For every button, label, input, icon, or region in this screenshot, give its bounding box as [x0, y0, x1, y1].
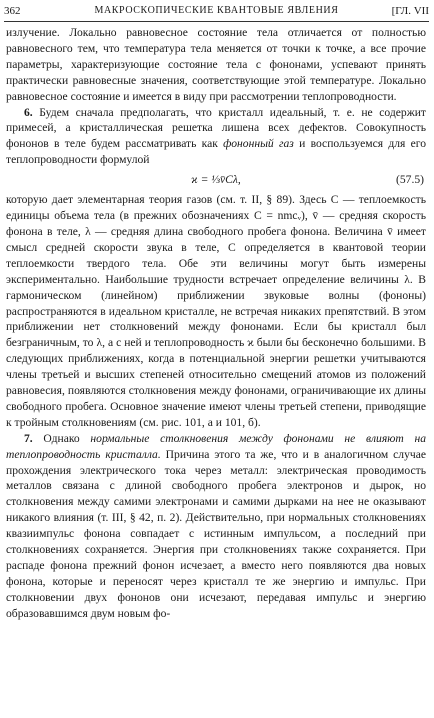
- section-6-text-b: и воспользуемся для его теплопроводности формулой: [6, 137, 426, 167]
- section-6-text-a: Будем сначала предполагать, что кристалл идеальный, т. е. не содержит примесей, а кристаллическая решетка лишена всех дефектов. Совокупность фононов в теле будем рассматривать как: [6, 105, 426, 151]
- formula-expression: ϰ = ⅓v̄Cλ,: [191, 173, 241, 187]
- section-7-emphasis: нормальные столкновения между фононами не влияют на теплопроводность кристалла.: [6, 431, 427, 461]
- page-number: 362: [4, 5, 21, 17]
- running-title: МАКРОСКОПИЧЕСКИЕ КВАНТОВЫЕ ЯВЛЕНИЯ: [94, 5, 339, 16]
- section-7-text-b: Причина этого та же, что и в аналогичном случае прохождения электрического тока через металл: электрическая проводимость металлов связана с длиной свободного пробега электронов и дырок, но столкновения между самими электронами и самими дырками на нее не оказывают никакого влияния (т. III, § 42, п. 2). Действительно, при нормальных столкновениях квазиимпульс фонона совпадает с истинным импульсом, а последний при столкновениях сохраняется. Энергия при столкновениях также сохраняется. При распаде фонона прежний фонон исчезает, а вместо него появляются два новых фонона, которые и переносят через кристалл те же энергию и импульс. При столкновении двух фононов они исчезают, передавая импульс и энергию образовавшимся двум новым фо-: [6, 447, 426, 620]
- paragraph-section-6: [6, 105, 426, 169]
- section-7-text-a: Однако: [43, 431, 80, 445]
- section-number-6: 6.: [24, 105, 33, 119]
- formula-57-5: [6, 168, 426, 192]
- formula-number: (57.5): [395, 173, 424, 187]
- running-head: [4, 3, 429, 19]
- paragraph-after-formula: которую дает элементарная теория газов (см. т. II, § 89). Здесь C — теплоемкость единицы объема тела (в прежних обозначениях C = nmcᵥ), v̄ — средняя скорость фонона в теле, λ — средняя длина свободного пробега фонона. Величина v̄ имеет смысл средней скорости звука в теле, C определяется в квантовой теории теплоемкости твердого тела. Обе эти величины могут быть измерены экспериментально. Наибольшие трудности встречает определение величины λ. В гармоническом (линейном) приближении звуковые волны (фононы) распространяются в идеальном кристалле, не встречая никаких препятствий. В этом приближении нет столкновений между фононами. Если бы кристалл был безграничным, то λ, а с ней и теплопроводность ϰ были бы бесконечно большими. В следующих приближениях, когда в потенциальной энергии решетки учитываются члены третьей и высших степеней относительно смещений атомов из положений равновесия, появляются столкновения между фононами, ограничивающие их длины свободного пробега. Основное значение имеют члены третьей степени, приводящие к тройным столкновениям (см. рис. 101, а и 101, б).: [6, 193, 426, 429]
- chapter-label: [ГЛ. VII: [391, 5, 429, 17]
- header-rule: [4, 21, 429, 22]
- body-text: [6, 25, 426, 622]
- paragraph-section-7: [6, 431, 426, 622]
- phonon-gas-term: фононный газ: [223, 137, 294, 151]
- paragraph-intro: излучение. Локально равновесное состояние тела отличается от полностью равновесного тем, что температура тела меняется от точки к точке, а все прочие параметры, характеризующие состояние тела с фононами, успевают принять практически равновесные значения, соответствующие этой температуре. Локально равновесное состояние и имеется в виду при рассмотрении теплопроводности.: [6, 26, 426, 103]
- section-number-7: 7.: [24, 431, 33, 445]
